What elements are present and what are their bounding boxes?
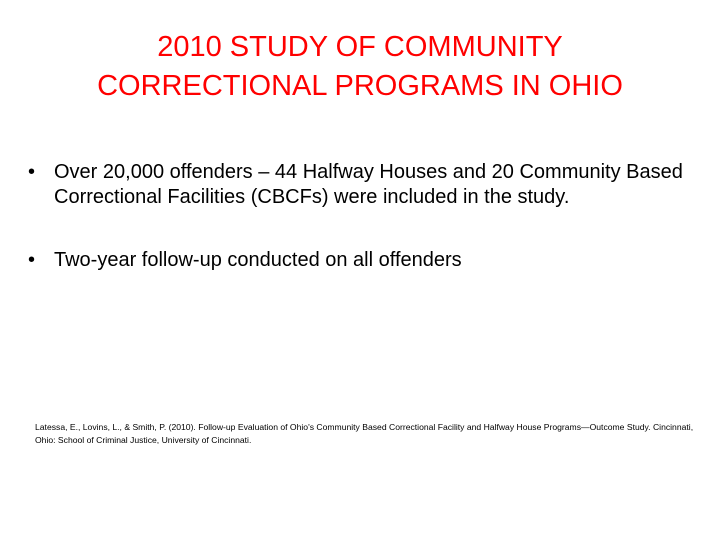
bullet-item xyxy=(28,248,698,273)
bullet-list xyxy=(28,160,698,273)
bullet-text: Two-year follow-up conducted on all offenders xyxy=(54,249,462,271)
slide-title-line-1: 2010 STUDY OF COMMUNITY xyxy=(157,31,563,63)
slide-title-line-2: CORRECTIONAL PROGRAMS IN OHIO xyxy=(97,70,623,102)
slide-title xyxy=(20,28,700,106)
bullet-item xyxy=(28,160,698,210)
bullet-marker: • xyxy=(28,249,36,271)
bullet-text: Over 20,000 offenders – 44 Halfway Houses and 20 Community Based Correctional Facilities (CBCFs) were included in the study. xyxy=(54,161,683,208)
citation: Latessa, E., Lovins, L., & Smith, P. (2010). Follow-up Evaluation of Ohio's Community Based Correctional Facility and Halfway House Programs—Outcome Study. Cincinnati, Ohio: School of Criminal Justice, University of Cincinnati. xyxy=(35,422,694,445)
bullet-marker: • xyxy=(28,161,36,183)
